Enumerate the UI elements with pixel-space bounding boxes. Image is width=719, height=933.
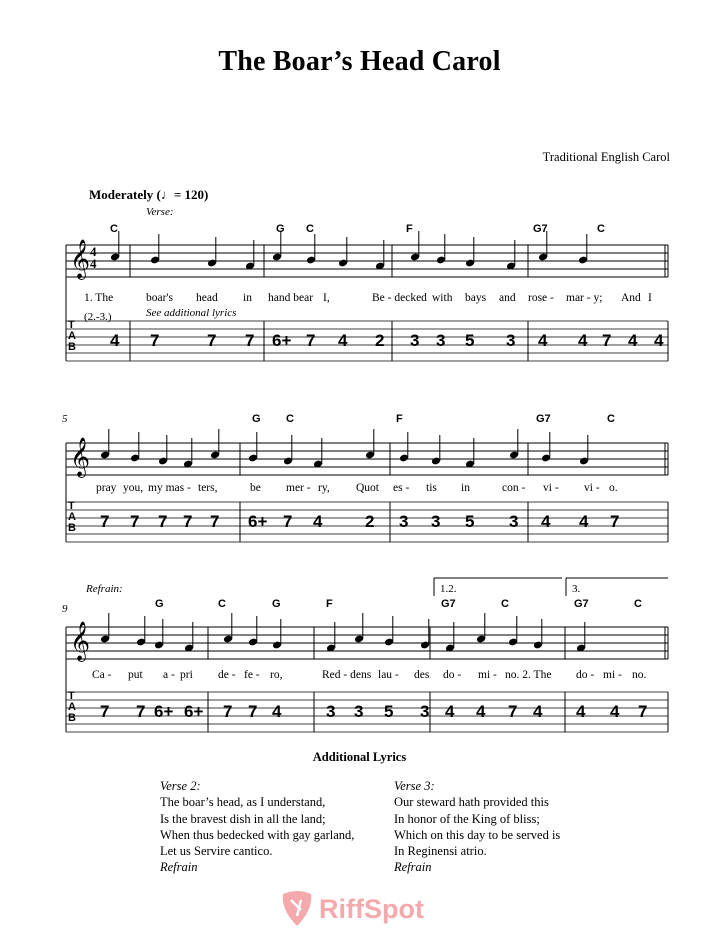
verse-numbers: (2.-3.) bbox=[84, 311, 112, 323]
verse-3-line: In Reginensi atrio. bbox=[394, 844, 487, 859]
lyric-syllable: con - bbox=[502, 482, 526, 494]
verse-label: Verse: bbox=[146, 206, 174, 218]
tab-number: 6+ bbox=[248, 512, 268, 531]
tab-number: 7 bbox=[223, 702, 233, 721]
verse-2-line: Let us Servire cantico. bbox=[160, 844, 273, 859]
lyric-syllable: ro, bbox=[270, 669, 283, 681]
chord-symbol: C bbox=[607, 413, 615, 425]
tab-number: 7 bbox=[158, 512, 168, 531]
tab-number: 3 bbox=[431, 512, 441, 531]
tab-number: 4 bbox=[579, 512, 589, 531]
lyric-syllable: o. bbox=[609, 482, 618, 494]
tab-number: 7 bbox=[136, 702, 146, 721]
tab-number: 7 bbox=[248, 702, 258, 721]
tab-number: 7 bbox=[245, 331, 255, 350]
chord-symbol: C bbox=[597, 223, 605, 235]
tab-label: T bbox=[68, 690, 75, 702]
tab-number: 4 bbox=[533, 702, 543, 721]
chord-symbol: C bbox=[110, 223, 118, 235]
lyric-syllable: in bbox=[243, 292, 252, 304]
lyric-syllable: tis bbox=[426, 482, 437, 494]
tab-number: 4 bbox=[628, 331, 638, 350]
lyric-syllable: Be - decked bbox=[372, 292, 427, 304]
lyric-syllable: you, bbox=[123, 482, 144, 494]
treble-clef: 𝄞 bbox=[70, 239, 91, 279]
tab-number: 2 bbox=[365, 512, 375, 531]
tab-number: 3 bbox=[436, 331, 446, 350]
chord-symbol: G7 bbox=[533, 223, 548, 235]
lyric-syllable: boar's bbox=[146, 292, 173, 304]
second-ending-label: 3. bbox=[572, 583, 581, 595]
tab-number: 2 bbox=[375, 331, 385, 350]
lyric-syllable: mar - y; bbox=[566, 292, 603, 304]
lyric-syllable: with bbox=[432, 292, 453, 304]
verse-3-refrain: Refrain bbox=[394, 860, 432, 875]
chord-symbol: G7 bbox=[574, 598, 589, 610]
tab-number: 3 bbox=[399, 512, 409, 531]
tab-number: 7 bbox=[183, 512, 193, 531]
verse-3-label: Verse 3: bbox=[394, 779, 435, 793]
verse-3-line: Which on this day to be served is bbox=[394, 827, 561, 842]
tab-number: 6+ bbox=[272, 331, 292, 350]
tab-number: 3 bbox=[410, 331, 420, 350]
lyric-syllable: I bbox=[648, 292, 652, 304]
tab-number: 7 bbox=[508, 702, 518, 721]
chord-symbol: C bbox=[306, 223, 314, 235]
brand-name: RiffSpot bbox=[319, 894, 424, 924]
tab-number: 7 bbox=[207, 331, 217, 350]
tab-number: 6+ bbox=[184, 702, 204, 721]
tab-number: 4 bbox=[654, 331, 664, 350]
tab-label: A bbox=[68, 701, 76, 713]
treble-clef: 𝄞 bbox=[70, 621, 91, 661]
tab-number: 3 bbox=[420, 702, 430, 721]
tempo-bpm: = 120 bbox=[173, 187, 205, 202]
tab-number: 3 bbox=[354, 702, 364, 721]
tab-number: 7 bbox=[638, 702, 648, 721]
lyric-syllable: And bbox=[621, 292, 641, 304]
tab-number: 7 bbox=[283, 512, 293, 531]
verse-2-line: When thus bedecked with gay garland, bbox=[160, 827, 355, 842]
guitar-pick-icon bbox=[277, 888, 447, 928]
lyric-syllable: no. 2. The bbox=[505, 669, 552, 681]
chord-symbol: F bbox=[406, 223, 413, 235]
tab-number: 6+ bbox=[154, 702, 174, 721]
chord-symbol: G bbox=[155, 598, 164, 610]
chord-symbol: C bbox=[501, 598, 509, 610]
first-ending-label: 1.2. bbox=[440, 583, 457, 595]
verse-2-block bbox=[160, 778, 354, 876]
chord-symbol: G bbox=[276, 223, 285, 235]
lyric-syllable: Quot bbox=[356, 482, 379, 494]
verse-2-label: Verse 2: bbox=[160, 779, 201, 793]
lyric-syllable: mi - bbox=[603, 669, 622, 681]
lyric-syllable: des bbox=[414, 669, 430, 681]
verse-3-block bbox=[394, 778, 560, 876]
measure-number-5: 5 bbox=[62, 413, 68, 425]
tab-number: 4 bbox=[610, 702, 620, 721]
lyric-syllable: my mas - bbox=[148, 482, 191, 494]
lyric-syllable: mi - bbox=[478, 669, 497, 681]
tab-number: 7 bbox=[210, 512, 220, 531]
verse-3-line: Our steward hath provided this bbox=[394, 795, 549, 810]
verse-3-line: In honor of the King of bliss; bbox=[394, 811, 540, 826]
lyric-syllable: ry, bbox=[318, 482, 330, 494]
riffspot-logo[interactable] bbox=[277, 888, 447, 933]
tab-number: 4 bbox=[313, 512, 323, 531]
tab-number: 4 bbox=[110, 331, 120, 350]
tab-number: 4 bbox=[476, 702, 486, 721]
tab-number: 3 bbox=[506, 331, 516, 350]
tab-number: 4 bbox=[338, 331, 348, 350]
chord-symbol: F bbox=[396, 413, 403, 425]
verse-2-line: The boar’s head, as I understand, bbox=[160, 795, 326, 810]
tab-number: 5 bbox=[465, 512, 475, 531]
tab-label: B bbox=[68, 712, 76, 724]
tab-number: 4 bbox=[445, 702, 455, 721]
tab-label: A bbox=[68, 511, 76, 523]
tab-number: 7 bbox=[602, 331, 612, 350]
lyric-syllable: and bbox=[499, 292, 516, 304]
composer-credit: Traditional English Carol bbox=[542, 150, 670, 164]
lyric-syllable: do - bbox=[576, 669, 595, 681]
tab-number: 7 bbox=[306, 331, 316, 350]
tab-label: A bbox=[68, 330, 76, 342]
lyric-syllable: de - bbox=[218, 669, 236, 681]
tab-label: B bbox=[68, 522, 76, 534]
tab-number: 4 bbox=[578, 331, 588, 350]
lyric-syllable: Red - dens bbox=[322, 669, 372, 681]
lyric-syllable: I, bbox=[323, 292, 330, 304]
chord-symbol: C bbox=[218, 598, 226, 610]
chord-symbol: G bbox=[272, 598, 281, 610]
lyric-syllable: put bbox=[128, 669, 143, 681]
lyric-syllable: be bbox=[250, 482, 261, 494]
chord-symbol: C bbox=[634, 598, 642, 610]
tab-number: 7 bbox=[100, 702, 110, 721]
tab-label: T bbox=[68, 319, 75, 331]
lyric-syllable: vi - bbox=[584, 482, 600, 494]
tab-number: 3 bbox=[326, 702, 336, 721]
chord-symbol: F bbox=[326, 598, 333, 610]
chord-symbol: G7 bbox=[536, 413, 551, 425]
lyric-syllable: mer - bbox=[286, 482, 311, 494]
chord-symbol: G bbox=[252, 413, 261, 425]
lyric-syllable: vi - bbox=[543, 482, 559, 494]
lyric-syllable: in bbox=[461, 482, 470, 494]
lyric-syllable: ters, bbox=[198, 482, 218, 494]
lyric-syllable: fe - bbox=[244, 669, 260, 681]
tab-number: 4 bbox=[541, 512, 551, 531]
tempo-marking: Moderately (♩= 120) bbox=[89, 187, 209, 202]
song-title: The Boar’s Head Carol bbox=[218, 46, 501, 77]
tab-number: 3 bbox=[509, 512, 519, 531]
tab-number: 7 bbox=[610, 512, 620, 531]
tab-label: T bbox=[68, 500, 75, 512]
lyric-syllable: 1. The bbox=[84, 292, 114, 304]
tab-number: 7 bbox=[150, 331, 160, 350]
see-additional-lyrics-note: See additional lyrics bbox=[146, 307, 237, 319]
chord-symbol: C bbox=[286, 413, 294, 425]
chord-symbol: G7 bbox=[441, 598, 456, 610]
lyric-syllable: a - bbox=[163, 669, 175, 681]
lyric-syllable: no. bbox=[632, 669, 647, 681]
verse-2-line: Is the bravest dish in all the land; bbox=[160, 811, 326, 826]
tab-number: 4 bbox=[576, 702, 586, 721]
tab-number: 7 bbox=[130, 512, 140, 531]
treble-clef: 𝄞 bbox=[70, 437, 91, 477]
lyric-syllable: pray bbox=[96, 482, 117, 494]
lyric-syllable: hand bear bbox=[268, 292, 314, 304]
tab-number: 4 bbox=[538, 331, 548, 350]
measure-number-9: 9 bbox=[62, 603, 68, 615]
lyric-syllable: do - bbox=[443, 669, 462, 681]
lyric-syllable: lau - bbox=[378, 669, 399, 681]
tempo-word: Moderately bbox=[89, 187, 154, 202]
verse-2-refrain: Refrain bbox=[160, 860, 198, 875]
lyric-syllable: pri bbox=[180, 669, 193, 681]
tab-number: 4 bbox=[272, 702, 282, 721]
lyric-syllable: Ca - bbox=[92, 669, 112, 681]
lyric-syllable: rose - bbox=[528, 292, 554, 304]
additional-lyrics-heading: Additional Lyrics bbox=[312, 750, 407, 764]
time-signature: 4 4 bbox=[90, 244, 97, 271]
tab-number: 5 bbox=[465, 331, 475, 350]
lyric-syllable: es - bbox=[393, 482, 410, 494]
refrain-label: Refrain: bbox=[86, 583, 123, 595]
lyric-syllable: bays bbox=[465, 292, 487, 304]
lyric-syllable: head bbox=[196, 292, 218, 304]
tab-label: B bbox=[68, 341, 76, 353]
tab-number: 7 bbox=[100, 512, 110, 531]
tab-number: 5 bbox=[384, 702, 394, 721]
